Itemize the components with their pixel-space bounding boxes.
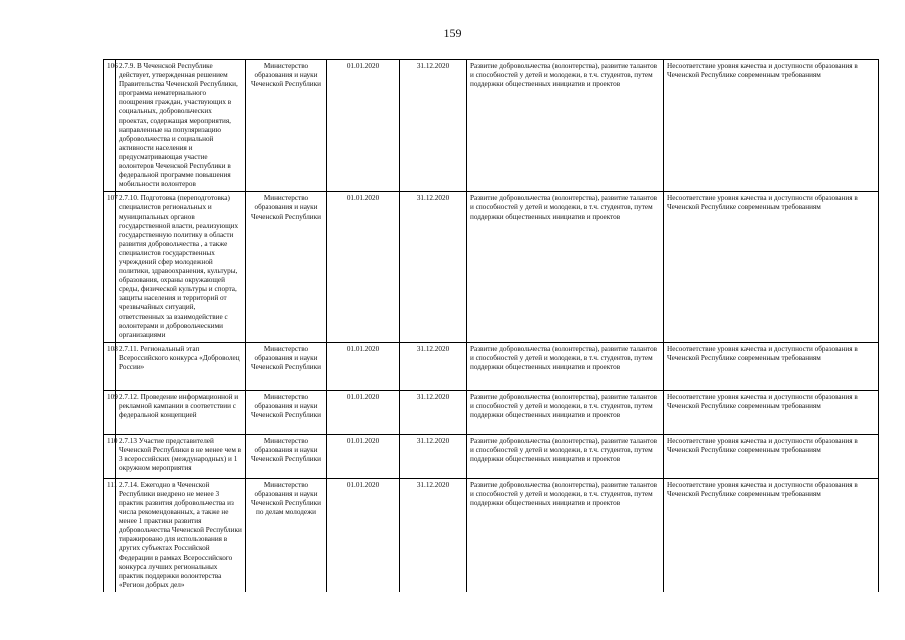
row-number: 106 [104, 60, 116, 192]
event-description: 2.7.12. Проведение информационной и рекламной кампании в соответствии с федеральной концепцией [116, 390, 246, 434]
event-description: 2.7.10. Подготовка (переподготовка) специалистов региональных и муниципальных органов государственной власти, реализующих государственную политику в области развития добровольчества , а также специалистов государственных учреждений сфер молодежной политики, здравоохранения, культуры, образования, охраны окружающей среды, физической культуры и спорта, защиты населения и территорий от чрезвычайных ситуаций, ответственных за взаимодействие с волонтерами и добровольческими организациями [116, 192, 246, 343]
expected-result: Развитие добровольчества (волонтерства), развитие талантов и способностей у детей и молодежи, в т.ч. студентов, путем поддержки общественных инициатив и проектов [467, 192, 664, 343]
start-date: 01.01.2020 [327, 60, 400, 192]
start-date: 01.01.2020 [327, 478, 400, 592]
row-number: 108 [104, 342, 116, 390]
non-implementation-risk: Несоответствие уровня качества и доступности образования в Чеченской Республике современным требованиям [664, 478, 879, 592]
end-date: 31.12.2020 [400, 192, 467, 343]
table-row [104, 390, 879, 434]
event-description: 2.7.14. Ежегодно в Чеченской Республики внедрено не менее 3 практик развития добровольчества из числа рекомендованных, а также не менее 1 практики развития добровольчества Чеченской Республики тиражировано для использования в других субъектах Российской Федерации в рамках Всероссийского конкурса лучших региональных практик поддержки волонтерства «Регион добрых дел» [116, 478, 246, 592]
expected-result: Развитие добровольчества (волонтерства), развитие талантов и способностей у детей и молодежи, в т.ч. студентов, путем поддержки общественных инициатив и проектов [467, 390, 664, 434]
start-date: 01.01.2020 [327, 342, 400, 390]
start-date: 01.01.2020 [327, 390, 400, 434]
expected-result: Развитие добровольчества (волонтерства), развитие талантов и способностей у детей и молодежи, в т.ч. студентов, путем поддержки общественных инициатив и проектов [467, 60, 664, 192]
end-date: 31.12.2020 [400, 60, 467, 192]
end-date: 31.12.2020 [400, 478, 467, 592]
expected-result: Развитие добровольчества (волонтерства), развитие талантов и способностей у детей и молодежи, в т.ч. студентов, путем поддержки общественных инициатив и проектов [467, 478, 664, 592]
responsible-organization: Министерство образования и науки Чеченской Республики по делам молодежи [246, 478, 327, 592]
event-description: 2.7.11. Региональный этап Всероссийского конкурса «Доброволец России» [116, 342, 246, 390]
expected-result: Развитие добровольчества (волонтерства), развитие талантов и способностей у детей и молодежи, в т.ч. студентов, путем поддержки общественных инициатив и проектов [467, 434, 664, 478]
table-row [104, 60, 879, 192]
row-number: 111 [104, 478, 116, 592]
row-number: 107 [104, 192, 116, 343]
activity-plan-table [103, 59, 879, 592]
event-description: 2.7.13 Участие представителей Чеченской Республики в не менее чем в 3 всероссийских (международных) и 1 окружном мероприятия [116, 434, 246, 478]
page-number: 159 [443, 26, 462, 40]
non-implementation-risk: Несоответствие уровня качества и доступности образования в Чеченской Республике современным требованиям [664, 60, 879, 192]
table-row [104, 192, 879, 343]
non-implementation-risk: Несоответствие уровня качества и доступности образования в Чеченской Республике современным требованиям [664, 434, 879, 478]
non-implementation-risk: Несоответствие уровня качества и доступности образования в Чеченской Республике современным требованиям [664, 342, 879, 390]
non-implementation-risk: Несоответствие уровня качества и доступности образования в Чеченской Республике современным требованиям [664, 192, 879, 343]
row-number: 110 [104, 434, 116, 478]
expected-result: Развитие добровольчества (волонтерства), развитие талантов и способностей у детей и молодежи, в т.ч. студентов, путем поддержки общественных инициатив и проектов [467, 342, 664, 390]
responsible-organization: Министерство образования и науки Чеченской Республики [246, 434, 327, 478]
table-row [104, 478, 879, 592]
responsible-organization: Министерство образования и науки Чеченской Республики [246, 342, 327, 390]
responsible-organization: Министерство образования и науки Чеченской Республики [246, 390, 327, 434]
end-date: 31.12.2020 [400, 342, 467, 390]
responsible-organization: Министерство образования и науки Чеченской Республики [246, 192, 327, 343]
end-date: 31.12.2020 [400, 390, 467, 434]
table-row [104, 342, 879, 390]
start-date: 01.01.2020 [327, 192, 400, 343]
start-date: 01.01.2020 [327, 434, 400, 478]
end-date: 31.12.2020 [400, 434, 467, 478]
table-row [104, 434, 879, 478]
responsible-organization: Министерство образования и науки Чеченской Республики [246, 60, 327, 192]
row-number: 109 [104, 390, 116, 434]
non-implementation-risk: Несоответствие уровня качества и доступности образования в Чеченской Республике современным требованиям [664, 390, 879, 434]
event-description: 2.7.9. В Чеченской Республике действует, утвержденная решением Правительства Чеченской Республики, программа нематериального поощрения граждан, участвующих в социальных, добровольческих проектах, содержащая мероприятия, направленные на популяризацию добровольчества и социальной активности населения и предусматривающая участие волонтеров Чеченской Республики в федеральной программе повышения мобильности волонтеров [116, 60, 246, 192]
